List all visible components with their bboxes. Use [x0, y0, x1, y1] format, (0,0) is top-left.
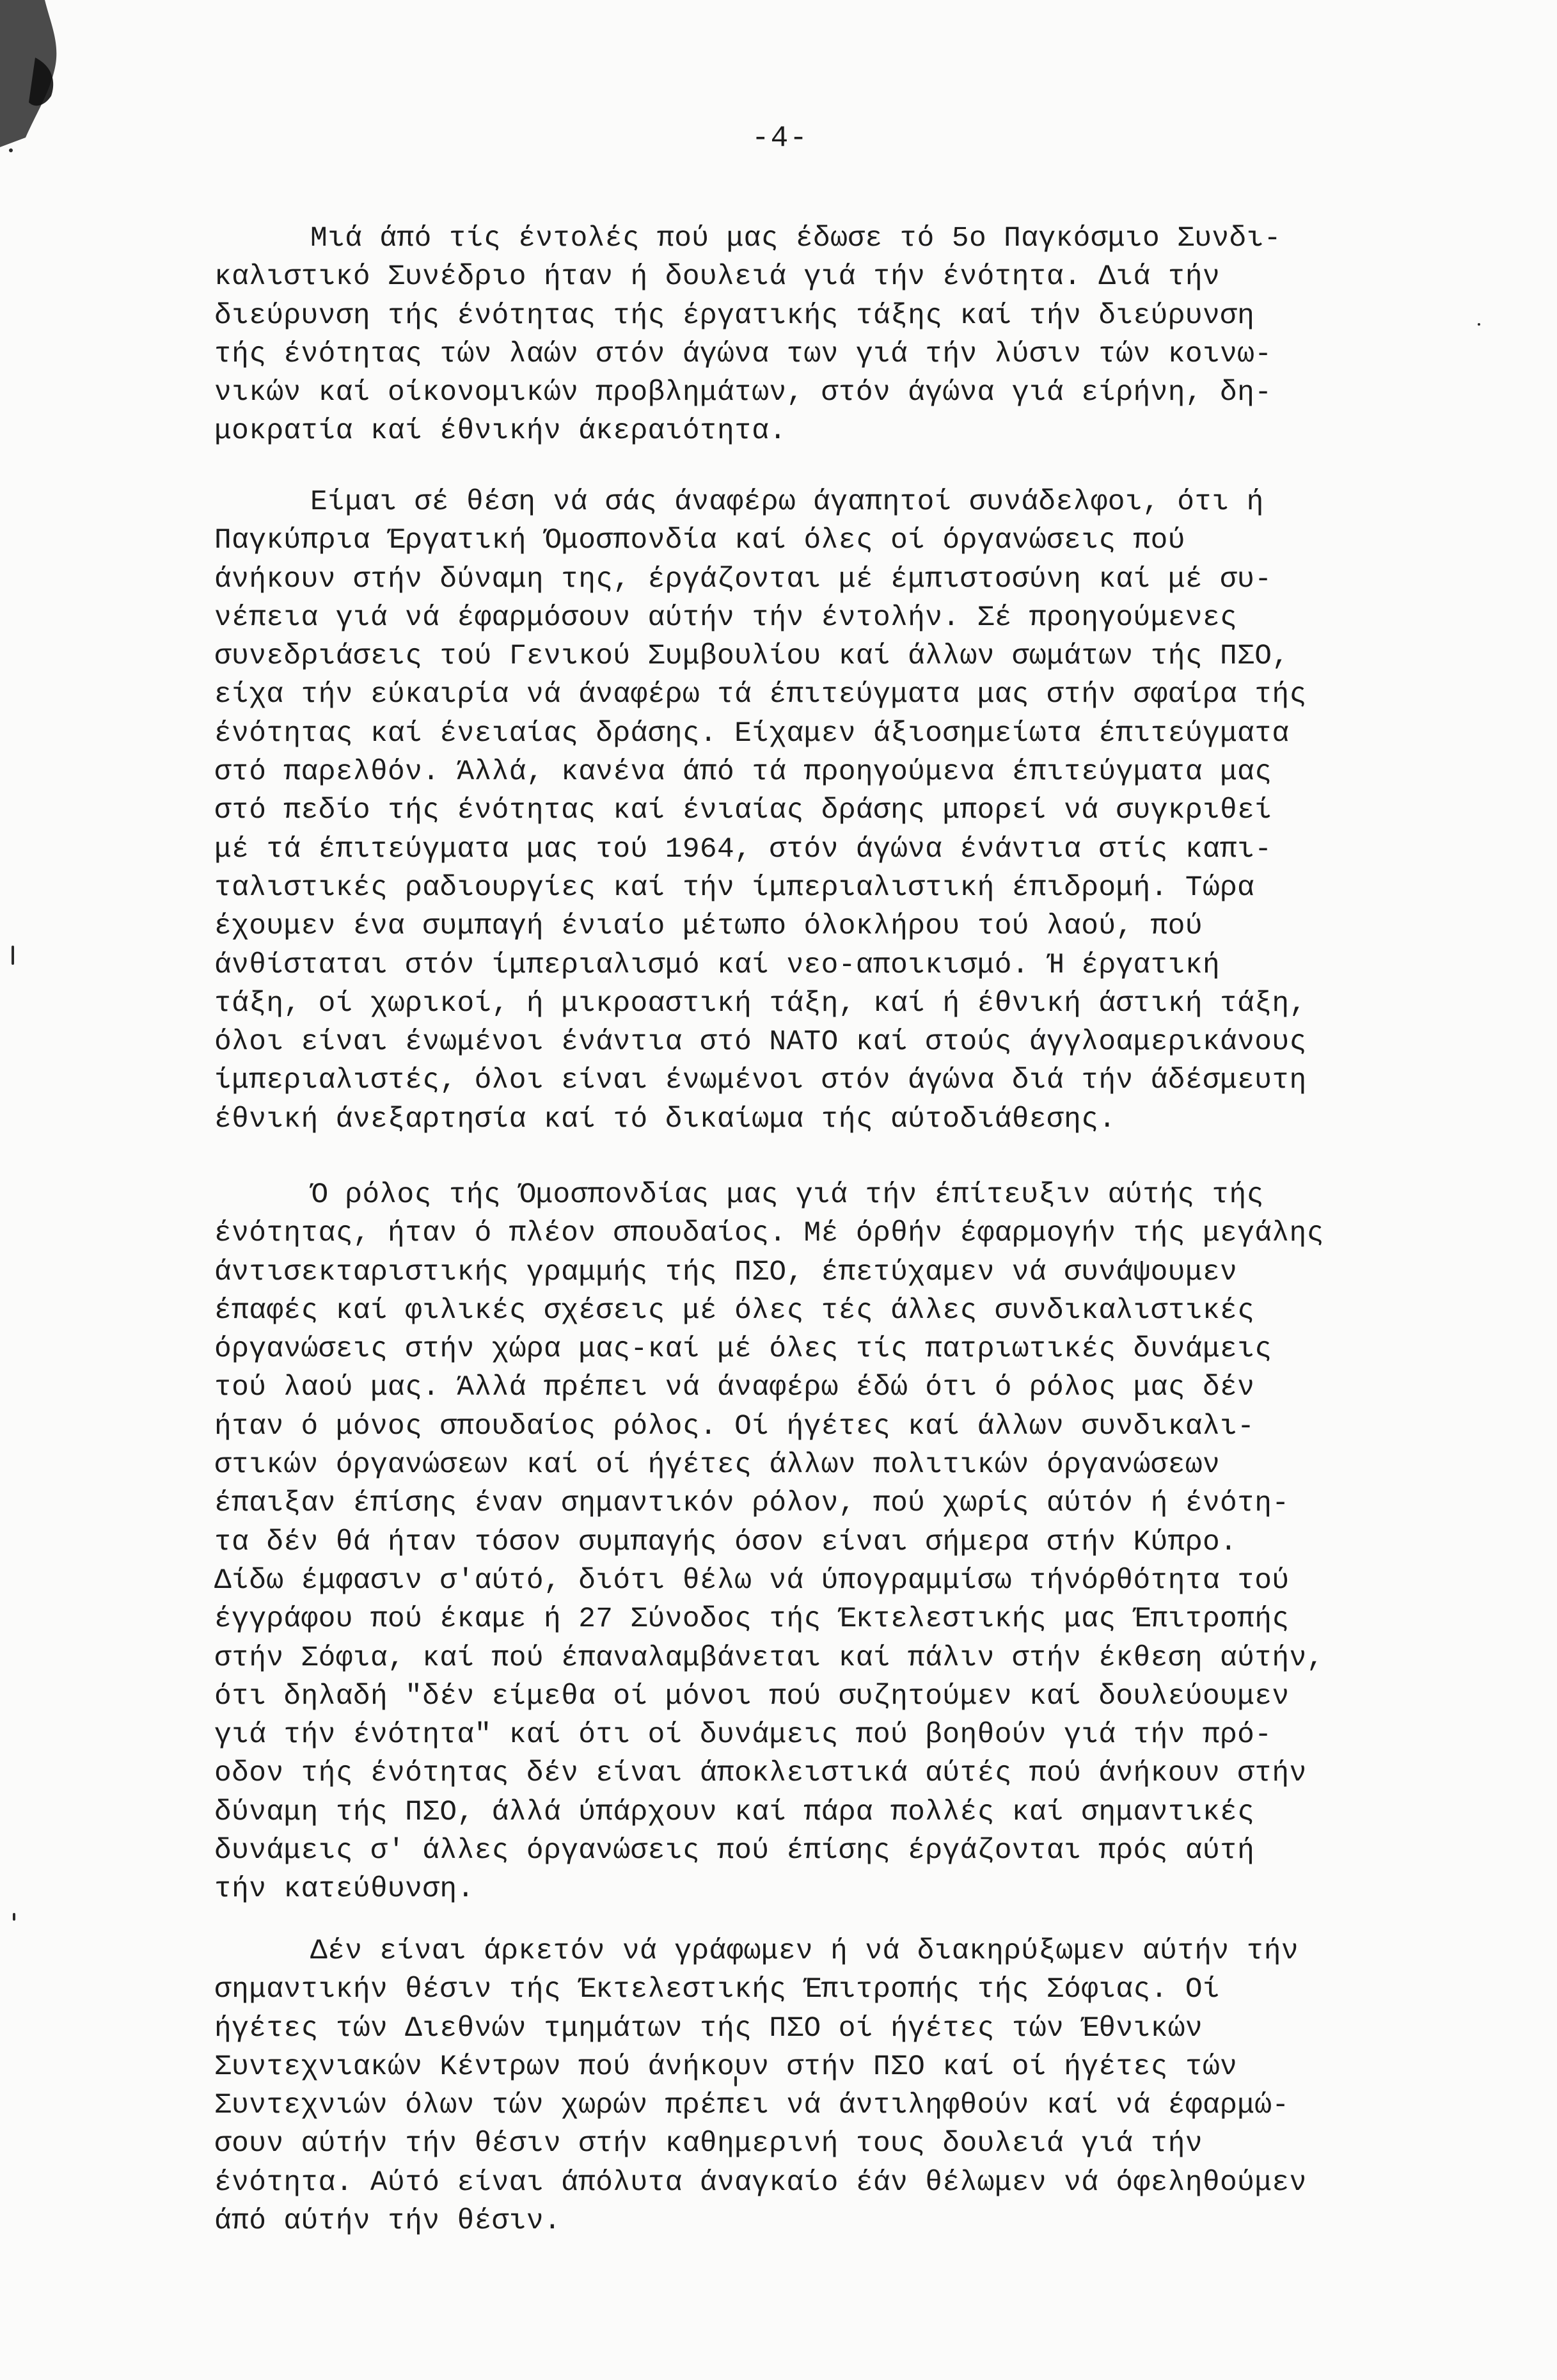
- text-line: Ό ρόλος τής Όμοσπονδίας μας γιά τήν έπίτευξιν αύτής τής: [310, 1179, 1264, 1211]
- text-line: Μιά άπό τίς έντολές πού μας έδωσε τό 5ο Παγκόσμιο Συνδι-: [310, 223, 1281, 255]
- scan-speck: [1478, 323, 1480, 326]
- text-line: οδον τής ένότητας δέν είναι άποκλειστικά αύτές πού άνήκουν στήν: [214, 1757, 1307, 1790]
- text-line: Είμαι σέ θέση νά σάς άναφέρω άγαπητοί συνάδελφοι, ότι ή: [310, 486, 1264, 518]
- text-line: είχα τήν εύκαιρία νά άναφέρω τά έπιτεύγματα μας στήν σφαίρα τής: [214, 679, 1307, 711]
- text-line: στό παρελθόν. Άλλά, κανένα άπό τά προηγούμενα έπιτεύγματα μας: [214, 756, 1272, 789]
- scan-speck: [9, 148, 13, 152]
- text-line: άντισεκταριστικής γραμμής τής ΠΣΟ, έπετύχαμεν νά συνάψουμεν: [214, 1256, 1238, 1289]
- text-line: όλοι είναι ένωμένοι ένάντια στό ΝΑΤΟ καί στούς άγγλοαμερικάνους: [214, 1026, 1307, 1059]
- text-line: άνθίσταται στόν ίμπεριαλισμό καί νεο-αποικισμό. Ή έργατική: [214, 949, 1221, 981]
- text-line: συνεδριάσεις τού Γενικού Συμβουλίου καί άλλων σωμάτων τής ΠΣΟ,: [214, 640, 1290, 673]
- text-line: στό πεδίο τής ένότητας καί ένιαίας δράσης μπορεί νά συγκριθεί: [214, 795, 1272, 827]
- text-line: ήγέτες τών Διεθνών τμημάτων τής ΠΣΟ οί ήγέτες τών Έθνικών: [214, 2012, 1203, 2045]
- text-line: νέπεια γιά νά έφαρμόσουν αύτήν τήν έντολήν. Σέ προηγούμενες: [214, 601, 1238, 634]
- text-line: Παγκύπρια Έργατική Όμοσπονδία καί όλες οί όργανώσεις πού: [214, 525, 1185, 557]
- text-line: τα δέν θά ήταν τόσον συμπαγής όσον είναι σήμερα στήν Κύπρο.: [214, 1526, 1238, 1559]
- text-line: ένότητα. Αύτό είναι άπόλυτα άναγκαίο έάν θέλωμεν νά όφεληθούμεν: [214, 2166, 1307, 2199]
- text-line: ένότητας, ήταν ό πλέον σπουδαίος. Μέ όρθήν έφαρμογήν τής μεγάλης: [214, 1218, 1324, 1250]
- text-line: μοκρατία καί έθνικήν άκεραιότητα.: [214, 415, 787, 448]
- text-line: ένότητας καί ένειαίας δράσης. Είχαμεν άξιοσημείωτα έπιτεύγματα: [214, 717, 1290, 750]
- scan-speck: [12, 946, 14, 965]
- page-number: -4-: [752, 122, 809, 155]
- text-line: καλιστικό Συνέδριο ήταν ή δουλειά γιά τήν ένότητα. Διά τήν: [214, 261, 1221, 294]
- text-line: άνήκουν στήν δύναμη της, έργάζονται μέ έμπιστοσύνη καί μέ συ-: [214, 563, 1272, 596]
- text-line: έθνική άνεξαρτησία καί τό δικαίωμα τής αύτοδιάθεσης.: [214, 1103, 1116, 1136]
- text-line: τήν κατεύθυνση.: [214, 1873, 475, 1906]
- paragraph-4: [214, 1932, 1468, 2241]
- scan-speck: [13, 1913, 15, 1921]
- text-line: σουν αύτήν τήν θέσιν στήν καθημερινή τους δουλειά γιά τήν: [214, 2128, 1203, 2161]
- text-line: τού λαού μας. Άλλά πρέπει νά άναφέρω έδώ ότι ό ρόλος μας δέν: [214, 1372, 1255, 1404]
- text-line: ήταν ό μόνος σπουδαίος ρόλος. Οί ήγέτες καί άλλων συνδικαλι-: [214, 1410, 1255, 1443]
- text-line: ίμπεριαλιστές, όλοι είναι ένωμένοι στόν άγώνα διά τήν άδέσμευτη: [214, 1065, 1307, 1097]
- text-line: άπό αύτήν τήν θέσιν.: [214, 2205, 562, 2238]
- paragraph-1: [214, 219, 1468, 451]
- paragraph-3: [214, 1176, 1468, 1909]
- text-line: όργανώσεις στήν χώρα μας-καί μέ όλες τίς πατριωτικές δυνάμεις: [214, 1333, 1272, 1366]
- paragraph-2: [214, 483, 1468, 1139]
- text-line: Συντεχνιακών Κέντρων πού άνήκουν στήν ΠΣΟ καί οί ήγέτες τών: [214, 2051, 1238, 2083]
- text-line: έπαιξαν έπίσης έναν σημαντικόν ρόλον, πού χωρίς αύτόν ή ένότη-: [214, 1488, 1290, 1520]
- text-line: Δίδω έμφασιν σ'αύτό, διότι θέλω νά ύπογραμμίσω τήνόρθότητα τού: [214, 1564, 1290, 1597]
- text-line: ταλιστικές ραδιουργίες καί τήν ίμπεριαλιστική έπιδρομή. Τώρα: [214, 871, 1255, 904]
- text-line: τής ένότητας τών λαών στόν άγώνα των γιά τήν λύσιν τών κοινω-: [214, 338, 1272, 370]
- text-line: έπαφές καί φιλικές σχέσεις μέ όλες τές άλλες συνδικαλιστικές: [214, 1294, 1255, 1327]
- text-line: σημαντικήν θέσιν τής Έκτελεστικής Έπιτροπής τής Σόφιας. Οί: [214, 1974, 1221, 2006]
- text-line: Συντεχνιών όλων τών χωρών πρέπει νά άντιληφθούν καί νά έφαρμώ-: [214, 2090, 1290, 2122]
- text-line: νικών καί οίκονομικών προβλημάτων, στόν άγώνα γιά είρήνη, δη-: [214, 377, 1272, 409]
- text-line: Δέν είναι άρκετόν νά γράφωμεν ή νά διακηρύξωμεν αύτήν τήν: [310, 1935, 1299, 1967]
- text-line: δύναμη τής ΠΣΟ, άλλά ύπάρχουν καί πάρα πολλές καί σημαντικές: [214, 1796, 1255, 1829]
- text-line: στήν Σόφια, καί πού έπαναλαμβάνεται καί πάλιν στήν έκθεση αύτήν,: [214, 1642, 1324, 1674]
- text-line: διεύρυνση τής ένότητας τής έργατικής τάξης καί τήν διεύρυνση: [214, 299, 1255, 332]
- text-line: μέ τά έπιτεύγματα μας τού 1964, στόν άγώνα ένάντια στίς καπι-: [214, 833, 1272, 866]
- scan-smudge-icon: [0, 0, 70, 147]
- text-line: έχουμεν ένα συμπαγή ένιαίο μέτωπο όλοκλήρου τού λαού, πού: [214, 910, 1203, 943]
- text-line: ότι δηλαδή "δέν είμεθα οί μόνοι πού συζητούμεν καί δουλεύουμεν: [214, 1680, 1290, 1713]
- text-line: γιά τήν ένότητα" καί ότι οί δυνάμεις πού βοηθούν γιά τήν πρό-: [214, 1719, 1272, 1752]
- text-line: δυνάμεις σ' άλλες όργανώσεις πού έπίσης έργάζονται πρός αύτή: [214, 1835, 1255, 1868]
- text-line: τάξη, οί χωρικοί, ή μικροαστική τάξη, καί ή έθνική άστική τάξη,: [214, 987, 1307, 1020]
- text-line: έγγράφου πού έκαμε ή 27 Σύνοδος τής Έκτελεστικής μας Έπιτροπής: [214, 1603, 1290, 1636]
- text-line: στικών όργανώσεων καί οί ήγέτες άλλων πολιτικών όργανώσεων: [214, 1449, 1221, 1482]
